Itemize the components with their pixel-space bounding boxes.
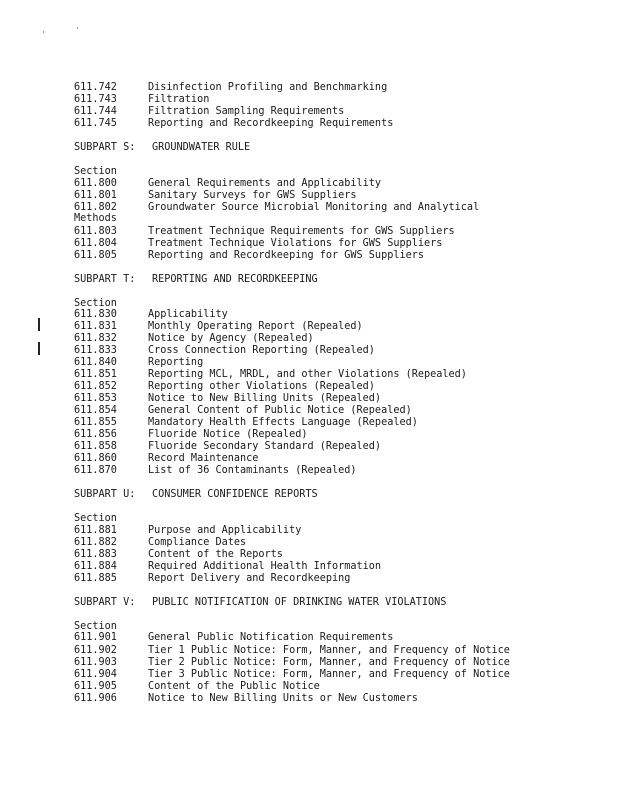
section-title: Tier 2 Public Notice: Form, Manner, and Frequency of Notice [148,657,510,668]
section-title: Cross Connection Reporting (Repealed) [148,345,375,356]
section-number: 611.830 [74,309,117,320]
section-number: 611.860 [74,453,117,464]
section-number: 611.903 [74,657,117,668]
section-number: 611.906 [74,693,117,704]
section-title: Content of the Reports [148,549,283,560]
section-number: 611.801 [74,190,117,201]
section-title: Disinfection Profiling and Benchmarking [148,82,388,93]
section-number: 611.744 [74,106,117,117]
section-number: 611.870 [74,465,117,476]
section-number: 611.831 [74,321,117,332]
section-title: List of 36 Contaminants (Repealed) [148,465,357,476]
section-number: 611.855 [74,417,117,428]
section-number: 611.745 [74,118,117,129]
section-label: Section [74,166,117,177]
section-title: Filtration Sampling Requirements [148,106,345,117]
section-number: 611.803 [74,226,117,237]
section-number: 611.901 [74,632,117,643]
section-number: 611.743 [74,94,117,105]
section-number: 611.904 [74,669,117,680]
section-title: Sanitary Surveys for GWS Suppliers [148,190,357,201]
subpart-label: SUBPART V: [74,597,136,608]
section-label: Section [74,621,117,632]
section-title: Monthly Operating Report (Repealed) [148,321,363,332]
section-title: Reporting other Violations (Repealed) [148,381,375,392]
section-number: 611.856 [74,429,117,440]
section-number: 611.882 [74,537,117,548]
section-number: 611.800 [74,178,117,189]
subpart-title: REPORTING AND RECORDKEEPING [152,274,318,285]
subpart-title: GROUNDWATER RULE [152,142,251,153]
section-title: General Public Notification Requirements [148,632,394,643]
section-title: Tier 1 Public Notice: Form, Manner, and Frequency of Notice [148,645,510,656]
section-title: Purpose and Applicability [148,525,302,536]
section-title: Record Maintenance [148,453,259,464]
subpart-title: CONSUMER CONFIDENCE REPORTS [152,489,318,500]
section-number: 611.883 [74,549,117,560]
section-number: 611.854 [74,405,117,416]
section-number: 611.884 [74,561,117,572]
subpart-label: SUBPART S: [74,142,136,153]
subpart-label: SUBPART T: [74,274,136,285]
section-number: 611.902 [74,645,117,656]
section-title: Fluoride Secondary Standard (Repealed) [148,441,382,452]
section-number: 611.805 [74,250,117,261]
section-title: Notice to New Billing Units or New Customers [148,693,418,704]
section-title: General Requirements and Applicability [148,178,382,189]
section-title: Reporting [148,357,204,368]
section-title: Required Additional Health Information [148,561,382,572]
section-title: Fluoride Notice (Repealed) [148,429,308,440]
section-title: Groundwater Source Microbial Monitoring and Analytical [148,202,480,213]
section-number: 611.905 [74,681,117,692]
subpart-title: PUBLIC NOTIFICATION OF DRINKING WATER VIOLATIONS [152,597,447,608]
section-title: Reporting and Recordkeeping for GWS Suppliers [148,250,425,261]
section-number: 611.802 [74,202,117,213]
section-title: Filtration [148,94,210,105]
section-title: Treatment Technique Violations for GWS Suppliers [148,238,443,249]
section-title: General Content of Public Notice (Repealed) [148,405,412,416]
section-number: 611.840 [74,357,117,368]
subpart-label: SUBPART U: [74,489,136,500]
section-number: 611.833 [74,345,117,356]
section-title: Notice by Agency (Repealed) [148,333,314,344]
section-title: Tier 3 Public Notice: Form, Manner, and Frequency of Notice [148,669,510,680]
section-number: 611.851 [74,369,117,380]
title-continuation: Methods [74,213,117,224]
section-title: Mandatory Health Effects Language (Repealed) [148,417,418,428]
section-title: Content of the Public Notice [148,681,320,692]
section-title: Reporting MCL, MRDL, and other Violations (Repealed) [148,369,467,380]
scan-speck [77,27,78,29]
section-label: Section [74,298,117,309]
section-title: Reporting and Recordkeeping Requirements [148,118,394,129]
section-title: Notice to New Billing Units (Repealed) [148,393,382,404]
section-title: Report Delivery and Recordkeeping [148,573,351,584]
section-label: Section [74,513,117,524]
section-title: Compliance Dates [148,537,247,548]
section-title: Treatment Technique Requirements for GWS Suppliers [148,226,455,237]
section-number: 611.832 [74,333,117,344]
section-number: 611.881 [74,525,117,536]
section-number: 611.885 [74,573,117,584]
revision-bar [38,342,40,355]
scan-speck [43,31,44,33]
section-number: 611.853 [74,393,117,404]
section-title: Applicability [148,309,228,320]
revision-bar [38,318,40,331]
section-number: 611.804 [74,238,117,249]
section-number: 611.858 [74,441,117,452]
section-number: 611.852 [74,381,117,392]
section-number: 611.742 [74,82,117,93]
